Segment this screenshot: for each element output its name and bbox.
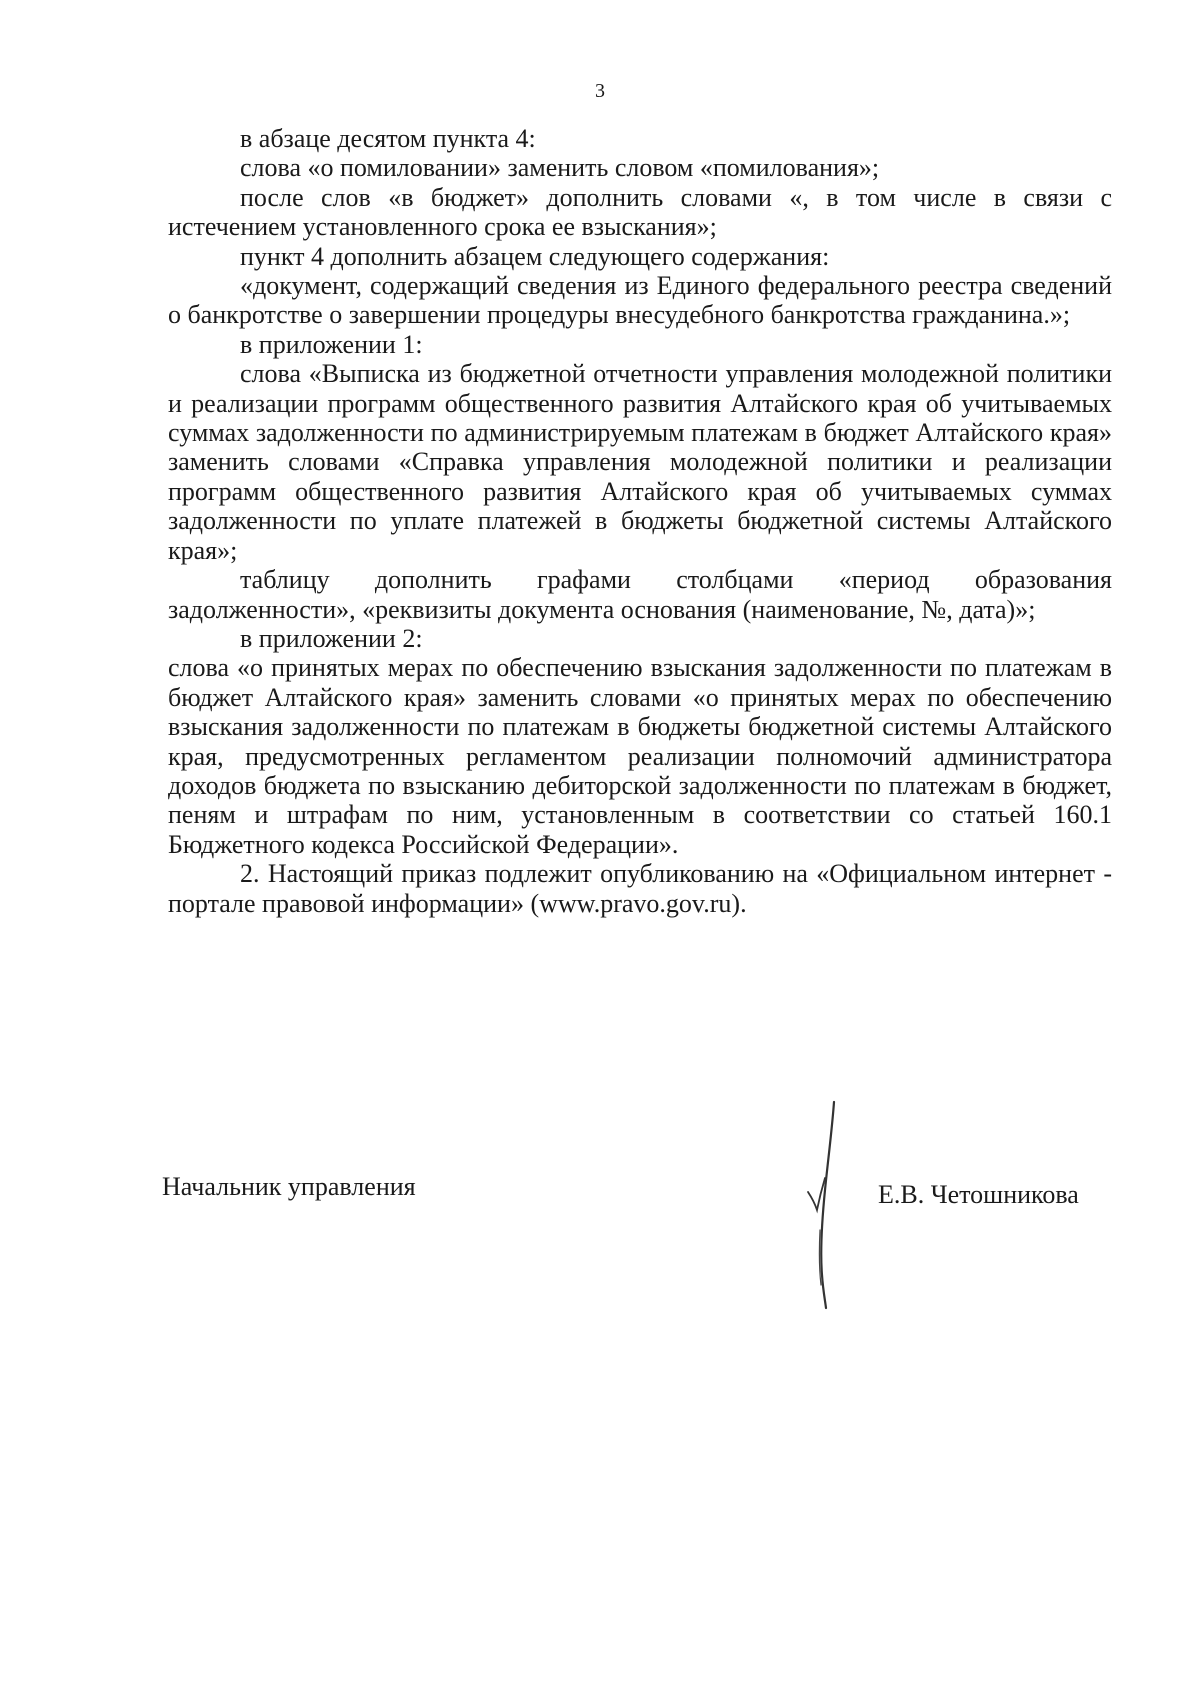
- page-number: 3: [595, 80, 605, 102]
- paragraph-9: в приложении 2:: [240, 623, 423, 653]
- handwritten-signature: [798, 1100, 858, 1310]
- paragraph-11: 2. Настоящий приказ подлежит опубликованию на «Официальном интернет - портале правовой информации» (www.pravo.gov.ru).: [168, 859, 1112, 918]
- paragraph-10: слова «о принятых мерах по обеспечению взыскания задолженности по платежам в бюджет Алтайского края» заменить словами «о принятых мерах по обеспечению взыскания задолженности по платежам в бюджеты бюджетной системы Алтайского края, предусмотренных регламентом реализации полномочий администратора доходов бюджета по взысканию дебиторской задолженности по платежам в бюджет, пеням и штрафам по ним, установленным в соответствии со статьей 160.1 Бюджетного кодекса Российской Федерации».: [168, 653, 1112, 859]
- paragraph-4: пункт 4 дополнить абзацем следующего содержания:: [240, 241, 830, 271]
- document-body: [168, 124, 1112, 918]
- signatory-name: Е.В. Четошникова: [878, 1180, 1079, 1209]
- paragraph-2: слова «о помиловании» заменить словом «помилования»;: [240, 153, 880, 183]
- paragraph-6: в приложении 1:: [240, 329, 423, 359]
- paragraph-7: слова «Выписка из бюджетной отчетности управления молодежной политики и реализации программ общественного развития Алтайского края об учитываемых суммах задолженности по администрируемым платежам в бюджет Алтайского края» заменить словами «Справка управления молодежной политики и реализации программ общественного развития Алтайского края об учитываемых суммах задолженности по уплате платежей в бюджеты бюджетной системы Алтайского края»;: [168, 359, 1112, 565]
- paragraph-3: после слов «в бюджет» дополнить словами «, в том числе в связи с истечением установленного срока ее взыскания»;: [168, 182, 1112, 242]
- paragraph-5: «документ, содержащий сведения из Единого федерального реестра сведений о банкротстве о завершении процедуры внесудебного банкротства гражданина.»;: [168, 271, 1112, 330]
- signatory-title: Начальник управления: [162, 1172, 416, 1201]
- paragraph-8: таблицу дополнить графами столбцами «период образования задолженности», «реквизиты документа основания (наименование, №, дата)»;: [168, 565, 1112, 624]
- paragraph-1: в абзаце десятом пункта 4:: [240, 124, 536, 153]
